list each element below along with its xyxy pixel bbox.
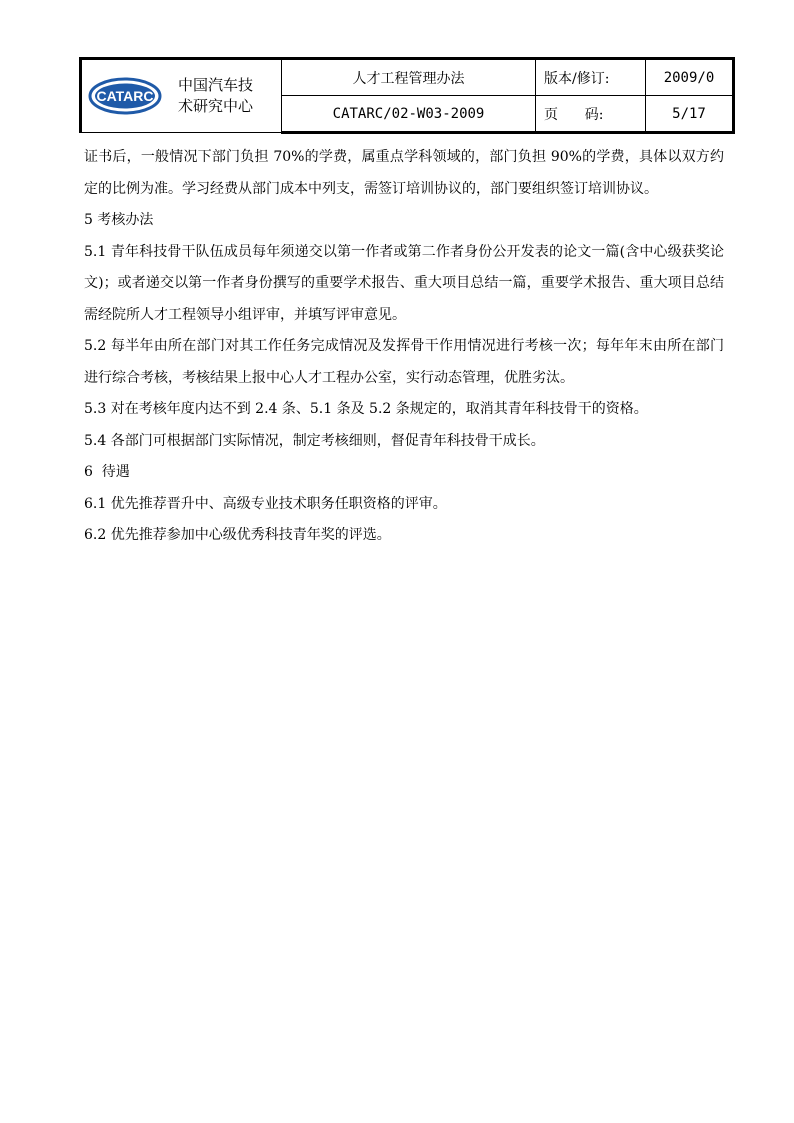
section-heading-5: 5 考核办法: [84, 212, 154, 228]
page-value: 5/17: [646, 96, 734, 133]
org-name-line1: 中国汽车技: [178, 76, 254, 94]
page-label: 页 码:: [536, 96, 646, 133]
clause-6-1: 6.1 优先推荐晋升中、高级专业技术职务任职资格的评审。: [84, 495, 447, 512]
clause-6-2: 6.2 优先推荐参加中心级优秀科技青年奖的评选。: [84, 527, 391, 543]
logo-text: CATARC: [96, 88, 154, 104]
org-name-cell: [168, 59, 282, 133]
org-name-line2: 术研究中心: [178, 97, 254, 115]
paragraph-continuation: 证书后，一般情况下部门负担 70%的学费，属重点学科领域的，部门负担 90%的学费，具体以双方约定的比例为准。学习经费从部门成本中列支，需签订培训协议的，部门要组织签订培训协议。: [84, 149, 724, 197]
catarc-logo: [88, 77, 162, 115]
section-heading-6: 6 待遇: [84, 464, 130, 480]
document-header-table: [79, 57, 735, 134]
doc-title: 人才工程管理办法: [282, 59, 536, 96]
version-value: 2009/0: [646, 59, 734, 96]
version-label: 版本/修订:: [536, 59, 646, 96]
document-body: [84, 142, 724, 552]
doc-code: CATARC/02-W03-2009: [282, 96, 536, 133]
clause-5-1: 5.1 青年科技骨干队伍成员每年须递交以第一作者或第二作者身份公开发表的论文一篇(含中心级获奖论文)；或者递交以第一作者身份撰写的重要学术报告、重大项目总结一篇，重要学术报告、重大项目总结需经院所人才工程领导小组评审，并填写评审意见。: [84, 243, 724, 323]
clause-5-3: 5.3 对在考核年度内达不到 2.4 条、5.1 条及 5.2 条规定的，取消其青年科技骨干的资格。: [84, 401, 648, 417]
clause-5-2: 5.2 每半年由所在部门对其工作任务完成情况及发挥骨干作用情况进行考核一次；每年年末由所在部门进行综合考核，考核结果上报中心人才工程办公室，实行动态管理，优胜劣汰。: [84, 338, 724, 386]
logo-cell: [81, 59, 169, 133]
clause-5-4: 5.4 各部门可根据部门实际情况，制定考核细则，督促青年科技骨干成长。: [84, 432, 545, 449]
